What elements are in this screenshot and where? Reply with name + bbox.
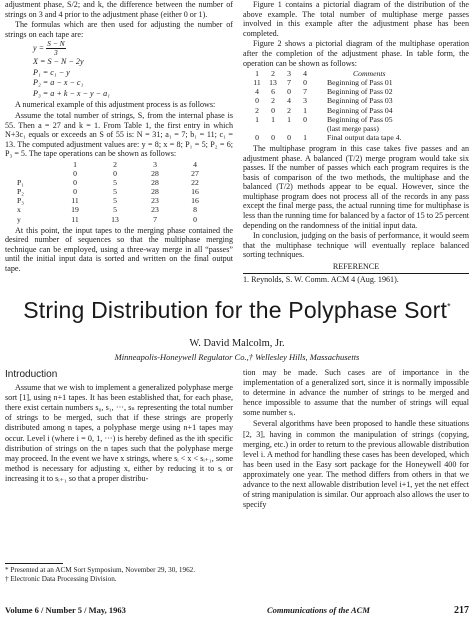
table-row (249, 96, 402, 105)
equation-block (33, 40, 233, 99)
paragraph: A numerical example of this adjustment process is as follows: (15, 100, 216, 110)
table-cell: y (17, 214, 21, 224)
table-cell: 0 (271, 132, 275, 142)
table-cell (249, 124, 265, 133)
table-cell: Beginning of Pass 01 (327, 78, 393, 88)
table-row (249, 115, 402, 124)
table-cell: 1 (271, 114, 275, 124)
tape-table (5, 160, 215, 224)
pass-table (249, 69, 402, 142)
table-cell: 7 (287, 78, 291, 88)
table-cell: 0 (303, 114, 307, 124)
table-header-cell: 2 (271, 69, 275, 79)
table-cell: 11 (253, 78, 261, 88)
table-cell: 4 (255, 87, 259, 97)
left-column-upper (5, 0, 233, 275)
table-cell: 28 (151, 187, 159, 197)
table-cell: 0 (287, 87, 291, 97)
footnote-rule (5, 563, 63, 564)
table-cell: 1 (287, 114, 291, 124)
table-cell: 2 (271, 96, 275, 106)
table-cell: 1 (303, 105, 307, 115)
table-cell: 11 (71, 196, 79, 206)
table-cell: 28 (151, 169, 159, 179)
table-cell: 6 (271, 87, 275, 97)
left-column-lower (5, 368, 233, 485)
table-cell: 0 (193, 214, 197, 224)
author-affiliation: Minneapolis-Honeywell Regulator Co.,† Wellesley Hills, Massachusetts (114, 352, 360, 362)
table-header-row (249, 69, 402, 78)
volume-info: Volume 6 / Number 5 / May, 1963 (5, 605, 126, 615)
journal-name: Communications of the ACM (267, 605, 370, 615)
reference-heading: REFERENCE (332, 262, 380, 272)
author-name: W. David Malcolm, Jr. (189, 338, 285, 349)
table-cell: 0 (271, 105, 275, 115)
table-cell: 13 (111, 214, 119, 224)
table-cell: Beginning of Pass 05 (327, 114, 393, 124)
table-cell: P₂ (17, 187, 24, 197)
table-header-cell: 4 (303, 69, 307, 79)
reference-entry: 1. Reynolds, S. W. Comm. ACM 4 (Aug. 1961). (243, 274, 399, 284)
table-cell: 23 (151, 205, 159, 215)
table-cell: 16 (191, 196, 199, 206)
table-row (5, 178, 215, 187)
equation (33, 40, 233, 57)
reference-rule (243, 273, 469, 274)
table-cell: Beginning of Pass 02 (327, 87, 393, 97)
table-cell: 0 (255, 96, 259, 106)
right-column-upper (243, 0, 469, 285)
table-header-cell: 1 (255, 69, 259, 79)
table-row (249, 133, 402, 142)
table-header-cell: Comments (353, 69, 386, 79)
footnote: * Presented at an ACM Sort Symposium, November 29, 30, 1962. (5, 566, 196, 574)
paragraph: Several algorithms have been proposed to handle these situations [2, 3], having in common the manipulation of strings (copying, merging, etc.) in order to return to the previous allowable distribution level i. A method for handling these cases has been developed, which has been used in the Easy sort package for the Honeywell 400 for approximately one year. The method differs from others in that we advance to the next allowable distribution level i+1, yet the net effect of string manipulation is similar. Our approach also allows the user to specify (243, 419, 469, 510)
table-cell: 4 (287, 96, 291, 106)
paragraph: tion may be made. Such cases are of importance in the implementation of a generalized sort, since it is normally impossible to determine in advance the number of strings to be merged and hence impossible to assume that the number of strings will equal some number sᵢ. (243, 368, 469, 418)
table-cell: 1 (303, 132, 307, 142)
table-cell (297, 124, 313, 133)
right-column-lower (243, 368, 469, 511)
paragraph: Figure 2 shows a pictorial diagram of the multiphase operation after the completion of the adjustment phase. In table form, the operation can be shown as follows: (243, 39, 469, 68)
table-cell: 4 (193, 159, 197, 169)
equation-lhs: y = (33, 43, 45, 53)
table-cell: 19 (71, 205, 79, 215)
table-cell: 7 (153, 214, 157, 224)
title-text: String Distribution for the Polyphase Sort (23, 297, 448, 323)
table-cell: 13 (269, 78, 277, 88)
equation: P₁ = c₁ − y (33, 67, 70, 77)
table-cell: 2 (287, 105, 291, 115)
table-row (5, 215, 215, 224)
table-row (249, 78, 402, 87)
table-cell: 5 (113, 196, 117, 206)
table-row (249, 124, 402, 133)
table-cell: 1 (255, 114, 259, 124)
table-cell: 16 (191, 187, 199, 197)
table-cell: 3 (153, 159, 157, 169)
table-cell: Beginning of Pass 04 (327, 105, 393, 115)
paragraph: In conclusion, judging on the basis of performance, it would seem that the multiphase technique will eventually replace balanced sorting techniques. (243, 231, 469, 260)
table-header-row (5, 160, 215, 169)
table-row (5, 205, 215, 214)
table-cell: 7 (303, 87, 307, 97)
table-cell: Beginning of Pass 03 (327, 96, 393, 106)
table-cell: P₃ (17, 196, 24, 206)
table-cell: 8 (193, 205, 197, 215)
table-cell (281, 124, 297, 133)
title-footnote-mark: * (447, 301, 451, 312)
table-cell: 0 (73, 169, 77, 179)
table-cell: 11 (71, 214, 79, 224)
equation: P₂ = a − x − c₁ (33, 78, 84, 88)
article-title (0, 297, 474, 324)
table-cell: 0 (73, 187, 77, 197)
table-cell: 27 (191, 169, 199, 179)
table-cell: 3 (303, 96, 307, 106)
table-cell: 0 (303, 78, 307, 88)
paragraph: At this point, the input tapes to the merging phase contained the desired number of sequences so that the multiphase merging technique can be employed, using a three-way merge in all “passes” until the initial input data is sorted and written on the final output tape. (5, 225, 233, 273)
table-cell (5, 160, 55, 169)
equation: X = S − N − 2y (33, 57, 84, 67)
table-row (249, 87, 402, 96)
table-cell: x (17, 205, 21, 215)
table-cell: 1 (73, 159, 77, 169)
table-row (5, 187, 215, 196)
table-cell: 0 (113, 169, 117, 179)
paragraph: Assume the total number of strings, S, from the internal phase is 55. Then a = 27 and k = 1. From Table 1, the first entry in which N+3c₁ equals or exceeds an S of 55 is: N = 31; a₁ = 7; b₁ = 11; c₁ = 13. The computed adjustment values are: y = 8; x = 8; P₁ = 5; P₂ = 6; P₃ = 5. The tape operations can be shown as follows: (5, 110, 233, 159)
footnotes (5, 566, 233, 583)
page-number: 217 (454, 605, 469, 616)
table-cell: 5 (113, 178, 117, 188)
table-cell (5, 169, 55, 178)
paragraph: Figure 1 contains a pictorial diagram of the distribution of the above example. The total number of multiphase merge passes involved in this example after the adjustment phase has been completed. (243, 0, 469, 38)
table-cell: 22 (191, 178, 199, 188)
table-cell: 23 (151, 196, 159, 206)
paragraph: The multiphase program in this case takes five passes and an adjustment phase. A balanced (T/2) merge program would take six passes. If the number of passes which each program requires is the basis of comparison of the two methods, the multiphase and the balanced (T/2) methods appear to be equal. However, since the multiphase program does not process all of the records in any pass except the final merge pass, the actual running time for multiphase is less than the running time for balanced by a factor of 15 to 25 percent depending on the randomness of the initial input data. (243, 143, 469, 230)
table-cell: 2 (255, 105, 259, 115)
table-row (5, 196, 215, 205)
section-heading: Introduction (5, 369, 58, 380)
table-row (5, 169, 215, 178)
fraction-numerator: S − N (47, 39, 65, 49)
table-cell: 0 (287, 132, 291, 142)
table-cell: 28 (151, 178, 159, 188)
table-cell: 5 (113, 205, 117, 215)
table-cell: 5 (113, 187, 117, 197)
table-cell: Final output data tape 4. (327, 132, 402, 142)
table-cell: (last merge pass) (327, 123, 379, 133)
paragraph: adjustment phase, S/2; and k, the difference between the number of strings on 3 and 4 prior to the adjustment phase (either 0 or 1). (5, 0, 233, 19)
table-cell (265, 124, 281, 133)
table-row (249, 106, 402, 115)
paragraph: The formulas which are then used for adjusting the number of strings on each tape are: (5, 20, 233, 39)
table-cell: 2 (113, 159, 117, 169)
table-cell: P₁ (17, 178, 24, 188)
paragraph: Assume that we wish to implement a generalized polyphase merge sort [1], using n+1 tapes. It has been established that, for each phase, there exist certain numbers s₀, s₁, ···, sₙ representing the total number of strings to be merged, such that if these strings are properly distributed among n tapes, a polyphase merge using n+1 tapes may occur. Level i (where i = 0, 1, ···) is hereby defined as the ith specific distribution of strings on the n tapes such that the polyphase merge may proceed. In the event we have x strings, where sᵢ < x < sᵢ₊₁, some method is necessary for adjusting x, either by reducing it to sᵢ or increasing it to sᵢ₊₁ so that a proper distribu- (5, 383, 233, 483)
fraction-denominator: 3 (54, 48, 58, 58)
table-cell: 0 (73, 178, 77, 188)
equation: P₃ = a + k − x − y − a₁ (33, 88, 110, 98)
fraction (46, 40, 66, 57)
table-header-cell: 3 (287, 69, 291, 79)
footnote: † Electronic Data Processing Division. (5, 574, 117, 583)
table-cell: 0 (255, 132, 259, 142)
